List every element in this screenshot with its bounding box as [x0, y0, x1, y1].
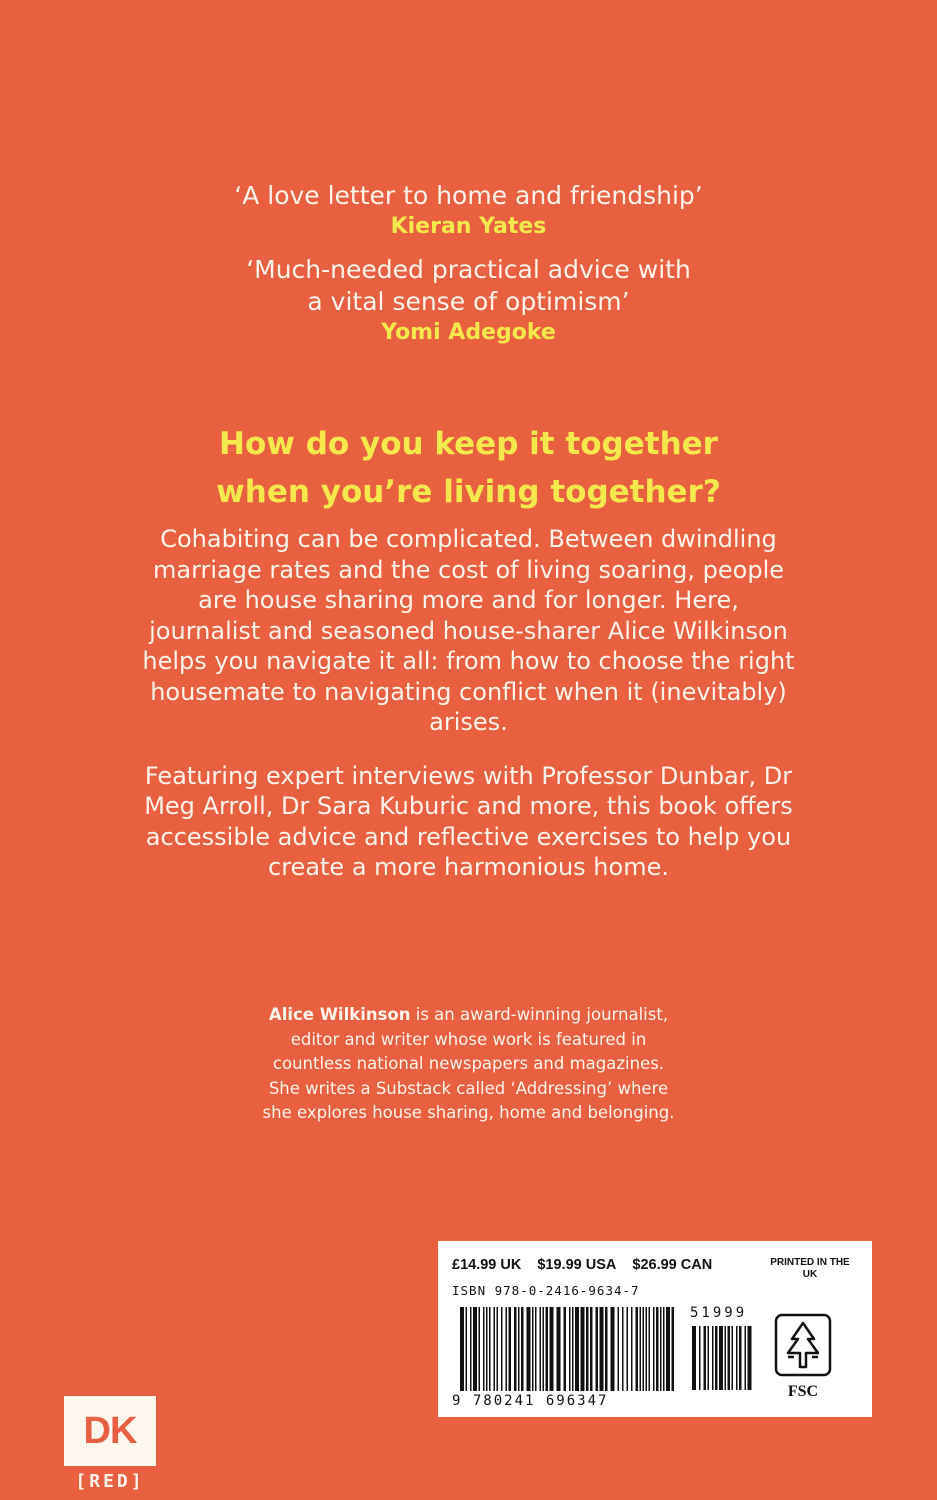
barcode-bar: [736, 1326, 738, 1390]
barcode-bar: [470, 1307, 472, 1391]
dk-logo: DK: [64, 1396, 156, 1466]
barcode-bar: [649, 1307, 651, 1391]
barcode-bar: [666, 1307, 670, 1391]
barcode-bar: [643, 1307, 645, 1391]
blurb-paragraph: Cohabiting can be complicated. Between dwindling marriage rates and the cost of living soaring, people are house sharing more and for longer. Here, journalist and seasoned house-sharer Alice Wilkinson helps you navigate it all: from how to choose the right housemate to navigating conflict when it (inevitably) arises.: [142, 525, 795, 736]
barcode-bar: [473, 1307, 477, 1391]
barcode-bar: [564, 1307, 567, 1391]
barcode-bar: [739, 1326, 742, 1390]
quote-text: a vital sense of optimism’: [307, 287, 630, 316]
publisher-logo: [64, 1396, 156, 1492]
barcode-bar: [712, 1326, 714, 1390]
barcode-icon: [460, 1307, 678, 1391]
barcode-bar: [596, 1307, 599, 1391]
barcode-bar: [501, 1307, 503, 1391]
barcode-digits: 9 780241 696347: [452, 1393, 609, 1409]
barcode-bar: [631, 1307, 633, 1391]
imprint-label: [RED]: [75, 1471, 145, 1492]
blurb-paragraph: Featuring expert interviews with Professor Dunbar, Dr Meg Arroll, Dr Sara Kuburic and more, this book offers accessible advice and reflective exercises to help you create a more harmonious home.: [144, 761, 793, 881]
quote-text: ‘Much-needed practical advice with: [246, 255, 691, 284]
barcode-panel: [438, 1241, 872, 1417]
barcode-bar: [704, 1326, 707, 1390]
barcode-bar: [518, 1307, 520, 1391]
barcode-bar: [486, 1307, 488, 1391]
barcode-bar: [581, 1307, 585, 1391]
price-list: [452, 1257, 724, 1273]
barcode-bar: [575, 1307, 579, 1391]
price-usa: $19.99 USA: [537, 1257, 617, 1273]
barcode-bar: [483, 1307, 485, 1391]
barcode-bar: [719, 1326, 723, 1390]
barcode-bar: [672, 1307, 675, 1391]
headline: [0, 420, 937, 516]
barcode-bar: [748, 1326, 752, 1390]
barcode-bar: [540, 1307, 542, 1391]
barcode-bar: [745, 1326, 747, 1390]
barcode-bar: [646, 1307, 648, 1391]
barcode-bar: [715, 1326, 718, 1390]
barcode-bar: [532, 1307, 534, 1391]
fsc-logo: [770, 1313, 836, 1401]
barcode-bar: [546, 1307, 549, 1391]
barcode-bar: [543, 1307, 545, 1391]
barcode-addon-icon: [692, 1326, 754, 1410]
barcode-bar: [586, 1307, 589, 1391]
printed-in-label: PRINTED IN THE UK: [770, 1257, 850, 1280]
quote-author: Kieran Yates: [390, 214, 547, 239]
fsc-label: FSC: [787, 1383, 819, 1400]
barcode-bar: [618, 1307, 620, 1391]
barcode-bar: [497, 1307, 499, 1391]
barcode-bar: [572, 1307, 574, 1391]
barcode-bar: [514, 1307, 517, 1391]
price-uk: £14.99 UK: [452, 1257, 522, 1273]
barcode-bar: [728, 1326, 731, 1390]
barcode-addon-digits: 51999: [690, 1305, 748, 1321]
barcode-bar: [605, 1307, 608, 1391]
barcode-bar: [550, 1307, 554, 1391]
author-bio-text: is an award-winning journalist, editor and writer whose work is featured in countless national newspapers and magazines. She writes a Substack called ‘Addressing’ where she explores house sharing, home and belonging.: [262, 1005, 675, 1122]
isbn-text: ISBN 978-0-2416-9634-7: [452, 1283, 640, 1298]
barcode-bar: [663, 1307, 665, 1391]
barcode-bar: [611, 1307, 615, 1391]
barcode-bar: [557, 1307, 561, 1391]
blurb: [140, 524, 797, 883]
barcode-bar: [509, 1307, 512, 1391]
barcode-bar: [590, 1307, 593, 1391]
barcode-bar: [600, 1307, 604, 1391]
barcode-bar: [535, 1307, 537, 1391]
headline-line: How do you keep it together: [219, 426, 718, 462]
barcode-bar: [692, 1326, 696, 1390]
barcode-bar: [466, 1307, 468, 1391]
author-bio: [258, 1003, 679, 1126]
barcode-bar: [569, 1307, 571, 1391]
barcode-bar: [489, 1307, 491, 1391]
barcode-bar: [521, 1307, 524, 1391]
barcode-bar: [699, 1326, 701, 1390]
quote-text: ‘A love letter to home and friendship’: [234, 181, 703, 210]
tree-icon: [774, 1313, 832, 1377]
author-name: Alice Wilkinson: [268, 1005, 411, 1024]
barcode-bar: [640, 1307, 642, 1391]
barcode-bar: [660, 1307, 662, 1391]
quote-author: Yomi Adegoke: [381, 320, 556, 345]
barcode-bar: [636, 1307, 639, 1391]
barcode-bar: [479, 1307, 481, 1391]
barcode-bar: [653, 1307, 655, 1391]
barcode-bar: [494, 1307, 496, 1391]
barcode-bar: [708, 1326, 710, 1390]
price-can: $26.99 CAN: [632, 1257, 713, 1273]
barcode-bar: [622, 1307, 624, 1391]
review-quotes: [0, 180, 937, 348]
barcode-bar: [527, 1307, 531, 1391]
barcode-bar: [627, 1307, 629, 1391]
barcode-bar: [506, 1307, 508, 1391]
barcode-bar: [656, 1307, 659, 1391]
barcode-bar: [725, 1326, 727, 1390]
headline-line: when you’re living together?: [216, 474, 721, 510]
barcode-bar: [460, 1307, 464, 1391]
barcode-bar: [732, 1326, 734, 1390]
